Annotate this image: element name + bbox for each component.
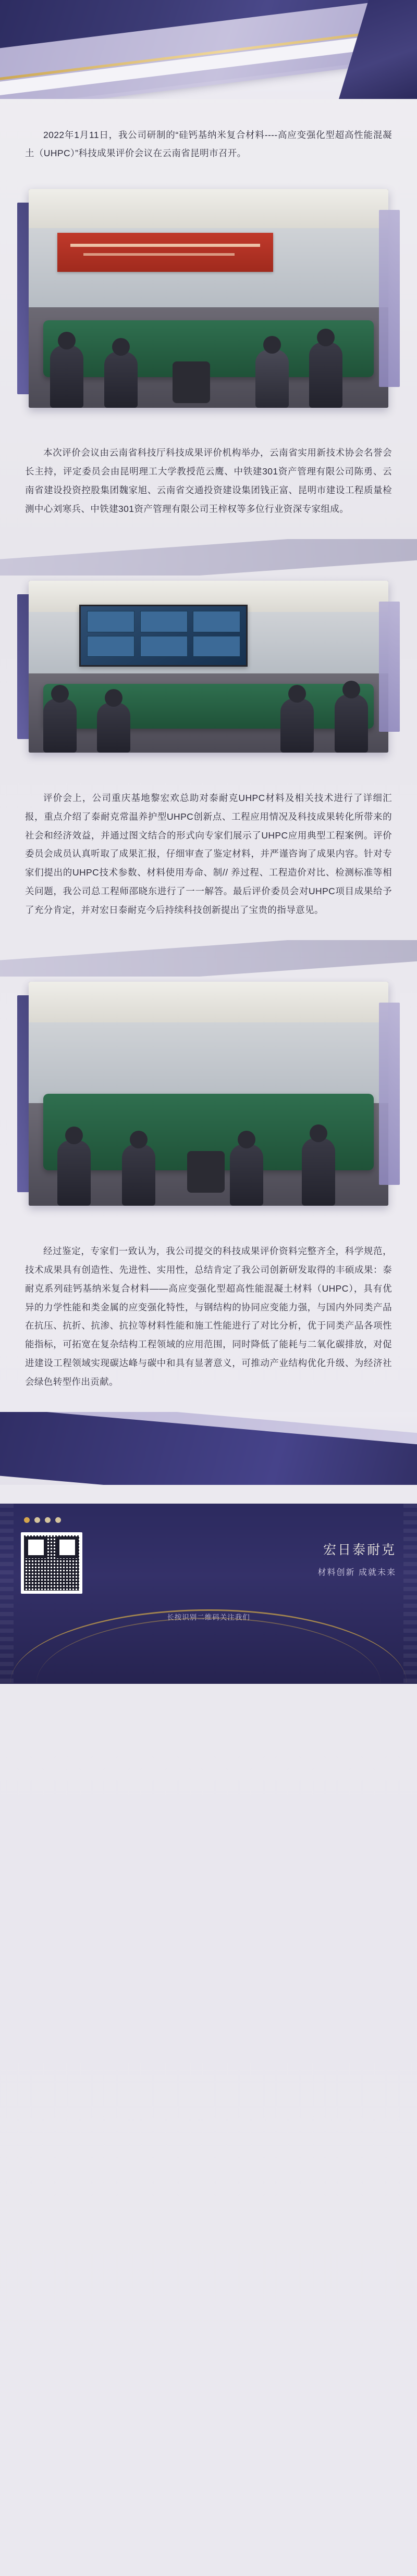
photo-person-head <box>288 685 306 703</box>
photo-person-head <box>342 681 360 698</box>
photo-chair <box>173 361 210 403</box>
conference-photo-2 <box>29 581 388 753</box>
photo-screen-tile <box>193 611 240 632</box>
photo-person <box>230 1144 263 1206</box>
footer-ribbon-decoration <box>0 1412 417 1485</box>
photo-person-head <box>130 1131 148 1148</box>
conference-photo-3 <box>29 982 388 1206</box>
article-paragraph-2: 本次评价会议由云南省科技厅科技成果评价机构举办，云南省实用新技术协会名誉会长主持，评定委员会由昆明理工大学教授范云鹰、中铁建301资产管理有限公司陈勇、云南省建设投资控股集团魏家旭、云南省交通投资建设集团钱正富、昆明市建设工程质量检测中心刘寒兵、中铁建301资产管理有限公司王梓权等多位行业资深专家组成。 <box>25 447 392 514</box>
conference-photo-1 <box>29 189 388 408</box>
photo-person-head <box>58 332 76 349</box>
article-figure-1 <box>0 184 417 421</box>
article-figure-2 <box>0 576 417 766</box>
photo-screen-tile <box>87 636 134 657</box>
photo-person <box>309 342 342 408</box>
footer-row <box>21 1532 396 1594</box>
article-paragraph-3: 评价会上，公司重庆基地黎宏欢总助对泰耐克UHPC材料及相关技术进行了详细汇报，重点介绍了泰耐克常温养护型UHPC创新点、工程应用情况及科技成果转化所带来的社会和经济效益，并通过图文结合的形式向专家们展示了UHPC应用典型工程案例。评价委员会成员认真听取了成果汇报，仔细审查了鉴定材料，并严谨咨询了成果内容。针对专家们提出的UHPC技术参数、材料使用寿命、制// 养过程、工程造价对比、检测标准等相关问题，我公司总工程师邵晓东进行了一一解答。最后评价委员会对UHPC项目成果给予了充分肯定，并对宏日泰耐克今后持续科技创新提出了宝贵的指导意见。 <box>25 792 392 915</box>
photo-person <box>122 1144 155 1206</box>
article-paragraph-4: 经过鉴定，专家们一致认为，我公司提交的科技成果评价资料完整齐全，科学规范，技术成果具有创造性、先进性、实用性，总结肯定了我公司创新研发取得的丰硕成果：泰耐克系列硅钙基纳米复合材料——高应变强化型超高性能混凝土材料（UHPC），具有优异的力学性能和类金属的应变强化特性，与钢结构的协同应变能力强，与国内外同类产品在抗压、抗折、抗渗、抗拉等材料性能和施工性能进行了对比分析，优于同类产品各项性能指标，可拓宽在复杂结构工程领域的应用范围，同时降低了能耗与二氧化碳排放，对促进建设工程领域实现碳达峰与碳中和具有显著意义，可推动产业结构优化升级、为经济社会绿色转型作出贡献。 <box>25 1245 392 1387</box>
photo-person <box>104 352 138 408</box>
photo-person-head <box>65 1127 83 1144</box>
photo-person <box>97 703 130 753</box>
footer-block <box>0 1504 417 1684</box>
figure-accent-right-1 <box>379 210 400 387</box>
photo-person <box>255 349 289 408</box>
photo-screen-tile <box>193 636 240 657</box>
divider-wave <box>0 539 417 576</box>
section-divider-1 <box>0 539 417 576</box>
article-paragraph-1: 2022年1月11日，我公司研制的“硅钙基纳米复合材料----高应变强化型超高性能混凝土（UHPC）”科技成果评价会议在云南省昆明市召开。 <box>25 129 392 159</box>
dot-icon <box>55 1517 61 1523</box>
article-body <box>0 108 417 1403</box>
photo-person-head <box>317 329 335 346</box>
photo-person <box>50 345 83 408</box>
photo-person <box>57 1140 91 1206</box>
photo-person <box>43 698 77 753</box>
photo-screen-tile <box>87 611 134 632</box>
photo-person-head <box>112 338 130 356</box>
qr-code-pattern <box>24 1535 79 1591</box>
photo-person <box>280 698 314 753</box>
photo-screen-tile <box>140 611 188 632</box>
photo-person <box>302 1138 335 1206</box>
photo-conference-table <box>43 684 374 729</box>
photo-person <box>335 694 368 753</box>
photo-projection-screen <box>79 605 248 666</box>
brand-slogan: 材料创新 成就未来 <box>317 1568 396 1578</box>
photo-screen-tile <box>140 636 188 657</box>
section-divider-2 <box>0 940 417 977</box>
scan-note: 长按识别二维码关注我们 <box>167 1614 250 1622</box>
figure-accent-right-3 <box>379 1003 400 1185</box>
photo-red-banner <box>57 233 273 272</box>
photo-person-head <box>105 689 122 707</box>
qr-code[interactable] <box>21 1532 82 1594</box>
article-figure-3 <box>0 977 417 1219</box>
photo-wall <box>29 1022 388 1103</box>
photo-person-head <box>310 1124 327 1142</box>
footer-dots <box>24 1517 396 1523</box>
photo-ceiling <box>29 189 388 229</box>
photo-chair <box>187 1151 225 1193</box>
photo-person-head <box>263 336 281 354</box>
brand-name: 宏日泰耐克 <box>323 1543 396 1558</box>
header-decoration <box>0 0 417 99</box>
footer-content <box>0 1504 417 1684</box>
figure-frame-3 <box>29 982 388 1206</box>
figure-frame-1 <box>29 189 388 408</box>
dot-icon <box>34 1517 40 1523</box>
brand-block <box>318 1532 396 1578</box>
footer-section <box>0 1412 417 1684</box>
photo-person-head <box>238 1131 255 1148</box>
photo-ceiling <box>29 982 388 1022</box>
dot-icon <box>45 1517 51 1523</box>
dot-icon <box>24 1517 30 1523</box>
divider-wave <box>0 940 417 977</box>
figure-accent-right-2 <box>379 602 400 732</box>
figure-frame-2 <box>29 581 388 753</box>
photo-person-head <box>51 685 69 703</box>
